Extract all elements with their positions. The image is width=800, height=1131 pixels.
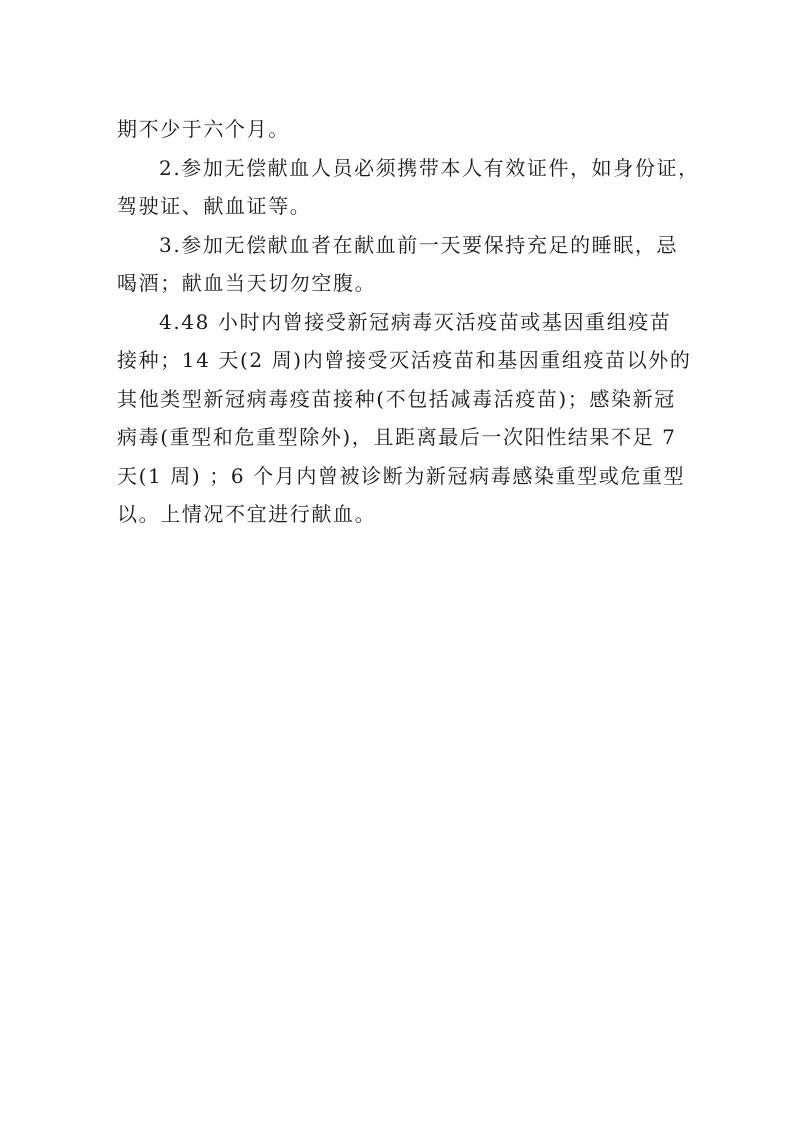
text-line: 4.48 小时内曾接受新冠病毒灭活疫苗或基因重组疫苗 xyxy=(159,309,672,334)
text-line: 以。上情况不宜进行献血。 xyxy=(117,502,377,526)
text-line: 2.参加无偿献血人员必须携带本人有效证件，如身份证， xyxy=(159,155,700,180)
document-body xyxy=(117,110,700,534)
text-line: 3.参加无偿献血者在献血前一天要保持充足的睡眠，忌 xyxy=(159,232,679,257)
text-line: 期不少于六个月。 xyxy=(117,117,290,141)
text-line: 驾驶证、献血证等。 xyxy=(117,194,312,218)
text-line: 病毒(重型和危重型除外)，且距离最后一次阳性结果不足 7 xyxy=(117,425,677,449)
text-line: 其他类型新冠病毒疫苗接种(不包括减毒活疫苗)；感染新冠 xyxy=(117,386,676,411)
text-line: 喝酒；献血当天切勿空腹。 xyxy=(117,271,377,295)
text-line: 天(1 周) ；6 个月内曾被诊断为新冠病毒感染重型或危重型 xyxy=(117,463,686,488)
text-line: 接种；14 天(2 周)内曾接受灭活疫苗和基因重组疫苗以外的 xyxy=(117,348,692,372)
